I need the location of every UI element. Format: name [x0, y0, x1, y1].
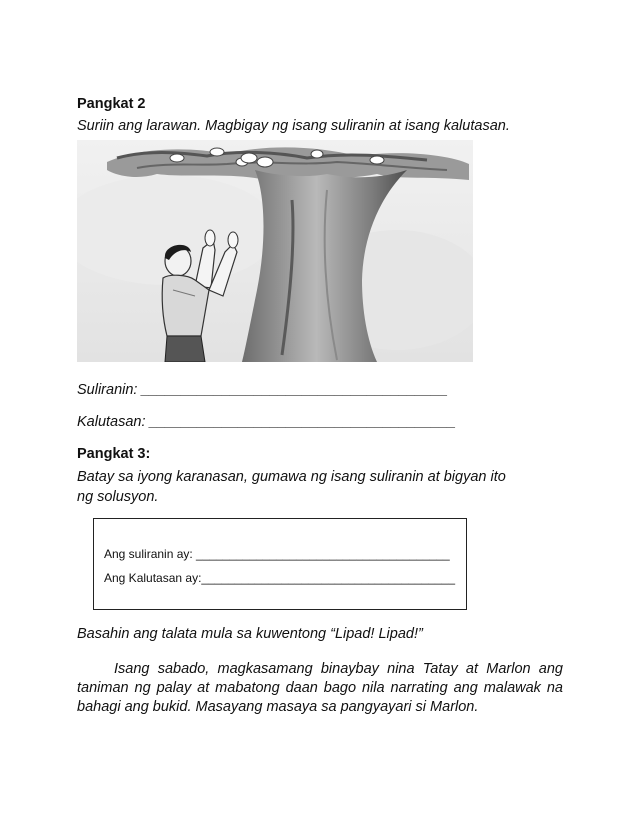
pangkat-3-instruction-line1: Batay sa iyong karanasan, gumawa ng isang suliranin at bigyan ito [77, 469, 506, 485]
answer-kalutasan-field[interactable]: Ang Kalutasan ay:______________________________________ [104, 571, 456, 585]
answer-suliranin-field[interactable]: Ang suliranin ay: ______________________________________ [104, 547, 450, 561]
kalutasan-fill-line[interactable]: Kalutasan: ______________________________________ [77, 414, 456, 430]
boy-reaching-tree-icon [77, 140, 473, 362]
suliranin-fill-line[interactable]: Suliranin: ______________________________________ [77, 382, 448, 398]
pangkat-3-heading: Pangkat 3: [77, 446, 151, 462]
answer-box [93, 518, 467, 610]
reading-paragraph: Isang sabado, magkasamang binaybay nina Tatay at Marlon ang taniman ng palay at mabatong daan bago nila narrating ang malawak na bahagi ang bukid. Masayang masaya sa pangyayari si Marlon. [77, 661, 563, 715]
pangkat-2-heading: Pangkat 2 [77, 96, 146, 112]
pangkat-2-instruction: Suriin ang larawan. Magbigay ng isang suliranin at isang kalutasan. [77, 118, 510, 134]
reading-intro: Basahin ang talata mula sa kuwentong “Lipad! Lipad!” [77, 626, 423, 642]
pangkat-3-instruction-line2: ng solusyon. [77, 489, 159, 505]
